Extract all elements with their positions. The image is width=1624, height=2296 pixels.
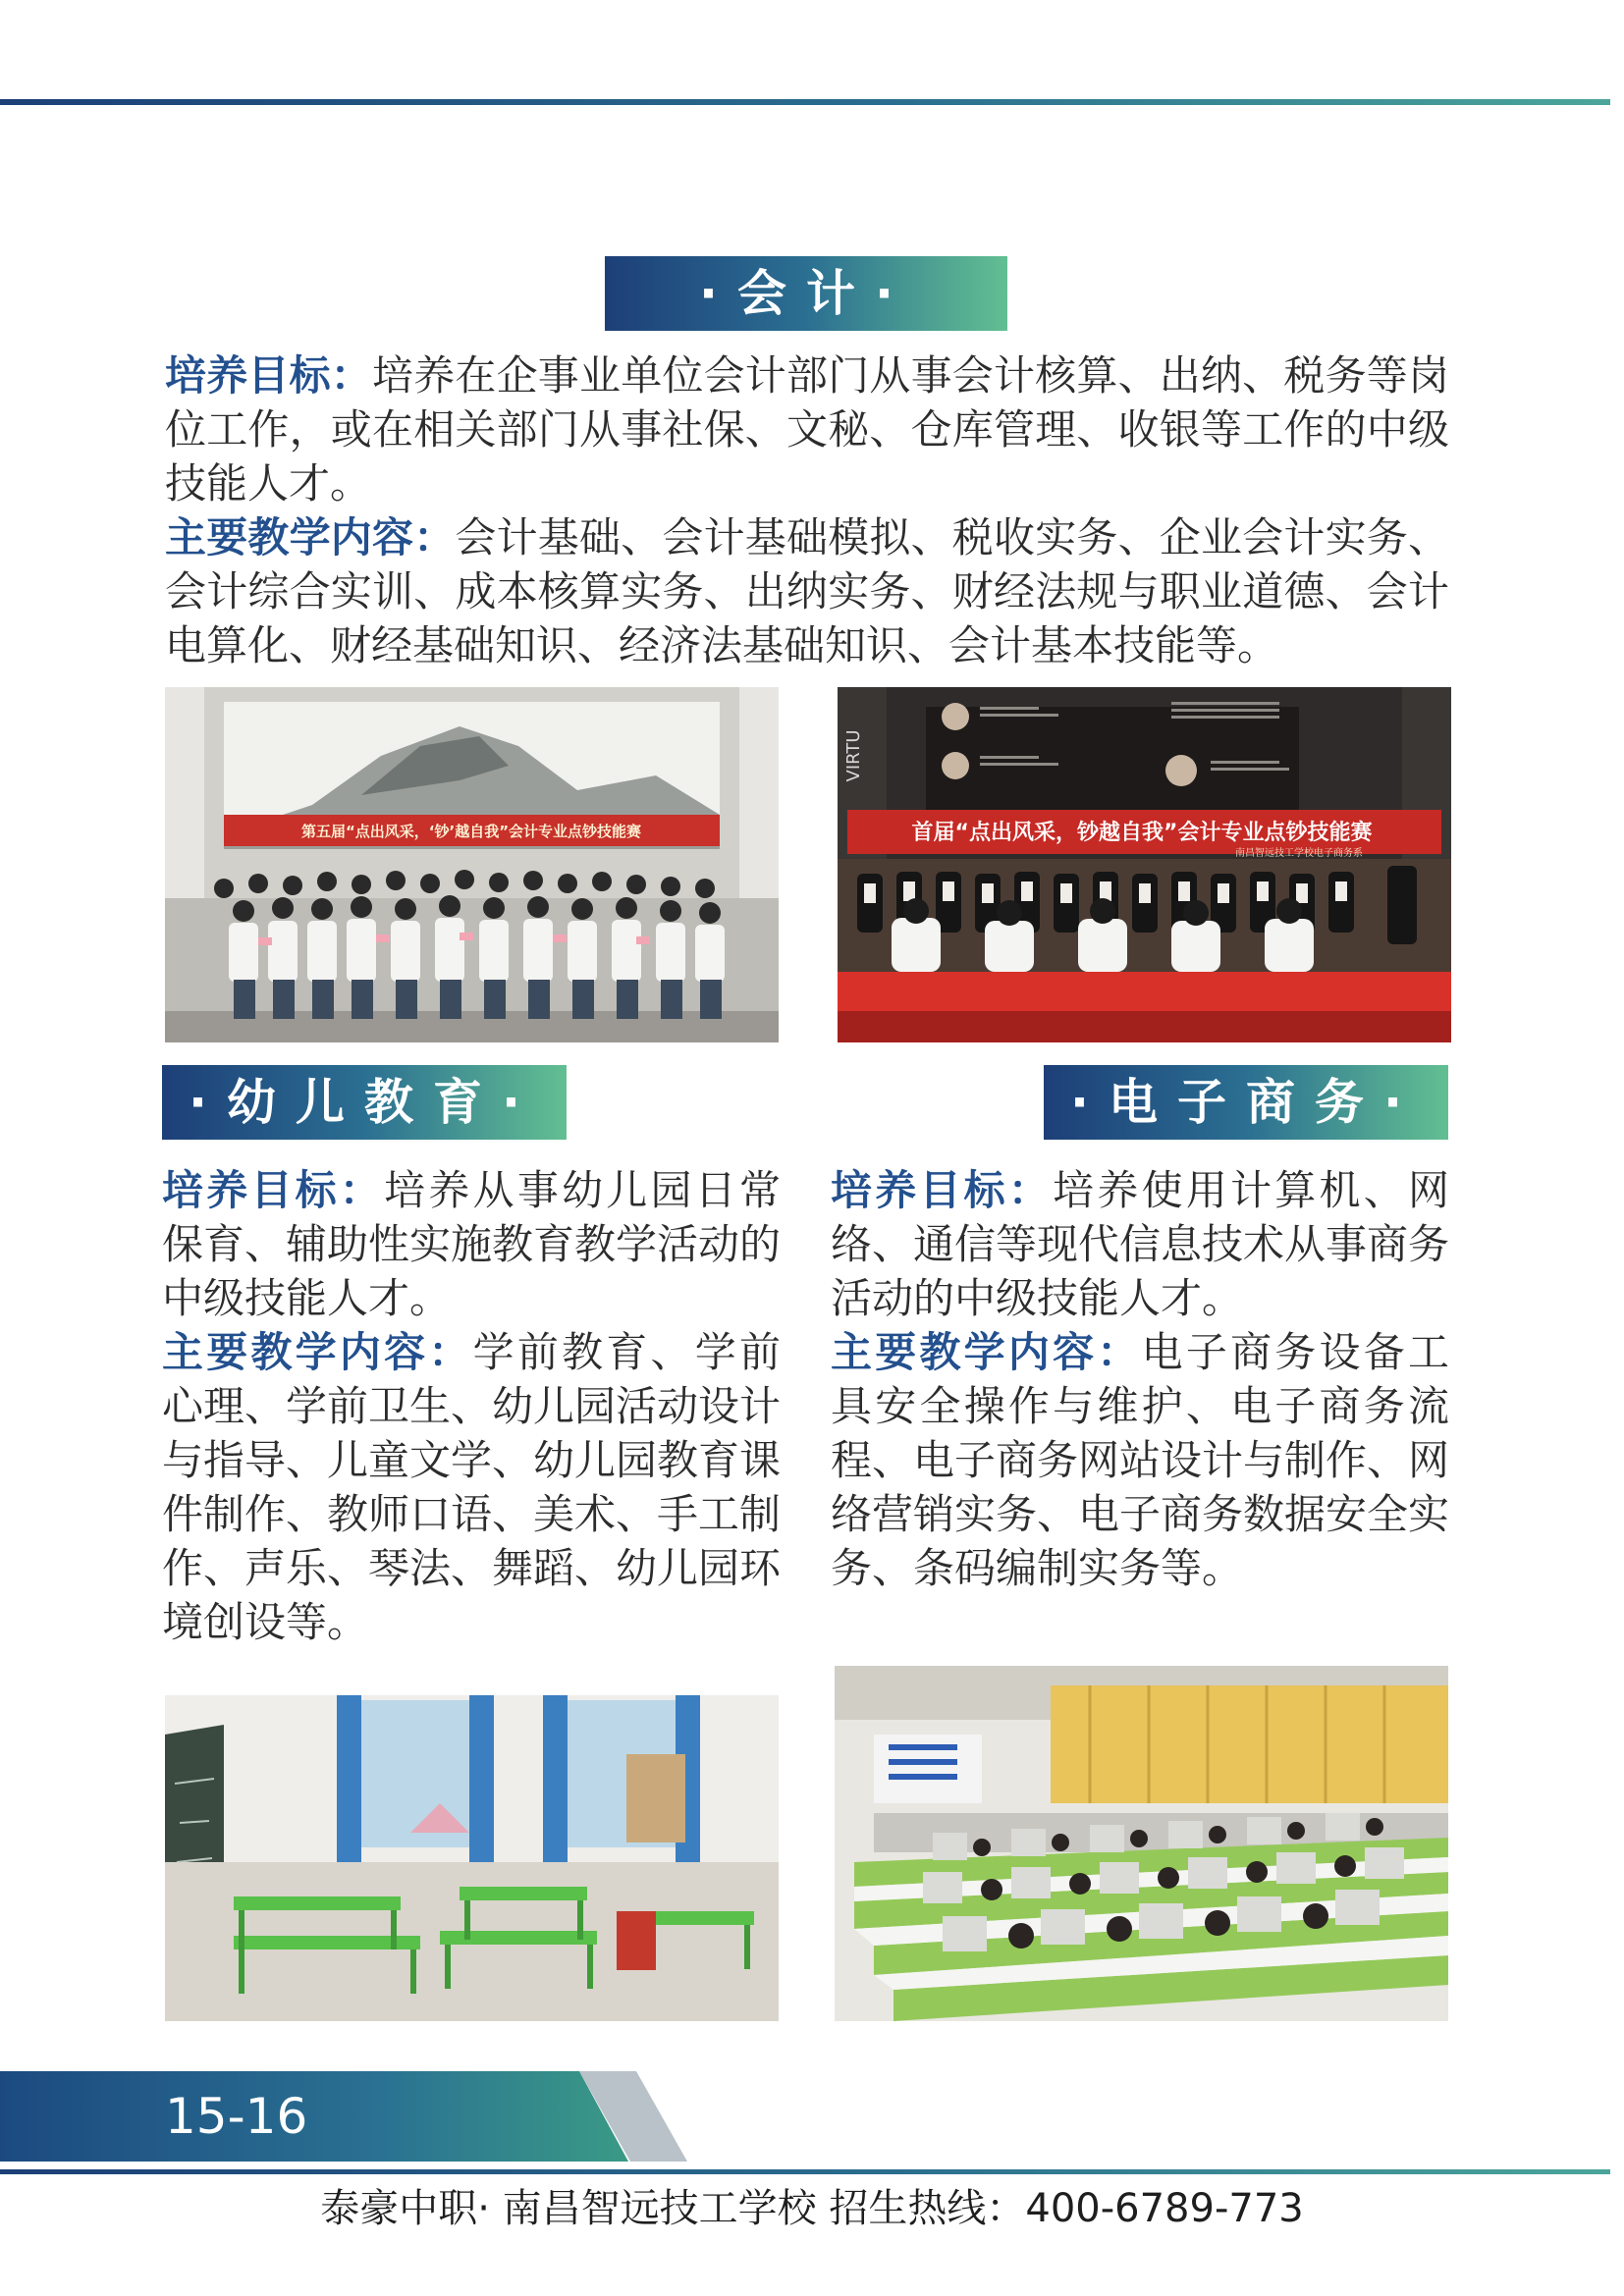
accounting-photo-stage — [838, 687, 1451, 1042]
content-label: 主要教学内容： — [831, 1328, 1142, 1376]
stage-banner-sub: 南昌智远技工学校电子商务系 — [1235, 848, 1363, 859]
preschool-content — [162, 1325, 781, 1649]
goal-label: 培养目标： — [162, 1166, 385, 1214]
ecommerce-content — [831, 1325, 1449, 1595]
content-text: 会计基础、会计基础模拟、税收实务、企业会计实务、会计综合实训、成本核算实务、出纳实务、财经法规与职业道德、会计电算化、财经基础知识、经济法基础知识、会计基本技能等。 — [165, 513, 1449, 669]
top-divider — [0, 99, 1610, 105]
accounting-description — [165, 348, 1449, 672]
preschool-goal — [162, 1163, 781, 1325]
ecommerce-goal — [831, 1163, 1449, 1325]
page-number: 15-16 — [165, 2088, 308, 2145]
footer-page-band — [0, 2071, 628, 2162]
accounting-goal — [165, 348, 1449, 510]
section-title-preschool: ·幼儿教育· — [162, 1065, 567, 1140]
footer-contact-text: 泰豪中职· 南昌智远技工学校 招生热线：400-6789-773 — [320, 2186, 1304, 2231]
content-label: 主要教学内容： — [165, 513, 456, 561]
stage-banner: 首届“点出风采，钞越自我”会计专业点钞技能赛 — [911, 821, 1373, 845]
goal-text: 培养使用计算机、网络、通信等现代信息技术从事商务活动的中级技能人才。 — [831, 1166, 1450, 1322]
preschool-classroom-photo — [165, 1666, 779, 2021]
stage-side-text: VIRTU — [843, 729, 864, 782]
accounting-photo-banner: 第五届“点出风采，‘钞’越自我”会计专业点钞技能赛 — [300, 823, 642, 840]
content-label: 主要教学内容： — [162, 1328, 473, 1376]
section-title-ecommerce: ·电子商务· — [1044, 1065, 1448, 1140]
goal-label: 培养目标： — [165, 351, 372, 400]
goal-text: 培养从事幼儿园日常保育、辅助性实施教育教学活动的中级技能人才。 — [162, 1166, 782, 1322]
goal-text: 培养在企事业单位会计部门从事会计核算、出纳、税务等岗位工作，或在相关部门从事社保、文秘、仓库管理、收银等工作的中级技能人才。 — [165, 351, 1449, 507]
accounting-photo-group — [165, 687, 779, 1042]
bottom-divider — [0, 2169, 1610, 2174]
accounting-content — [165, 510, 1449, 672]
ecommerce-lab-photo — [835, 1666, 1448, 2021]
content-text: 学前教育、学前心理、学前卫生、幼儿园活动设计与指导、儿童文学、幼儿园教育课件制作、教师口语、美术、手工制作、声乐、琴法、舞蹈、幼儿园环境创设等。 — [162, 1328, 782, 1646]
ecommerce-description — [831, 1163, 1449, 1595]
content-text: 电子商务设备工具安全操作与维护、电子商务流程、电子商务网站设计与制作、网络营销实务、电子商务数据安全实务、条码编制实务等。 — [831, 1328, 1450, 1592]
preschool-description — [162, 1163, 781, 1649]
section-title-accounting: ·会计· — [605, 256, 1007, 331]
goal-label: 培养目标： — [831, 1166, 1054, 1214]
